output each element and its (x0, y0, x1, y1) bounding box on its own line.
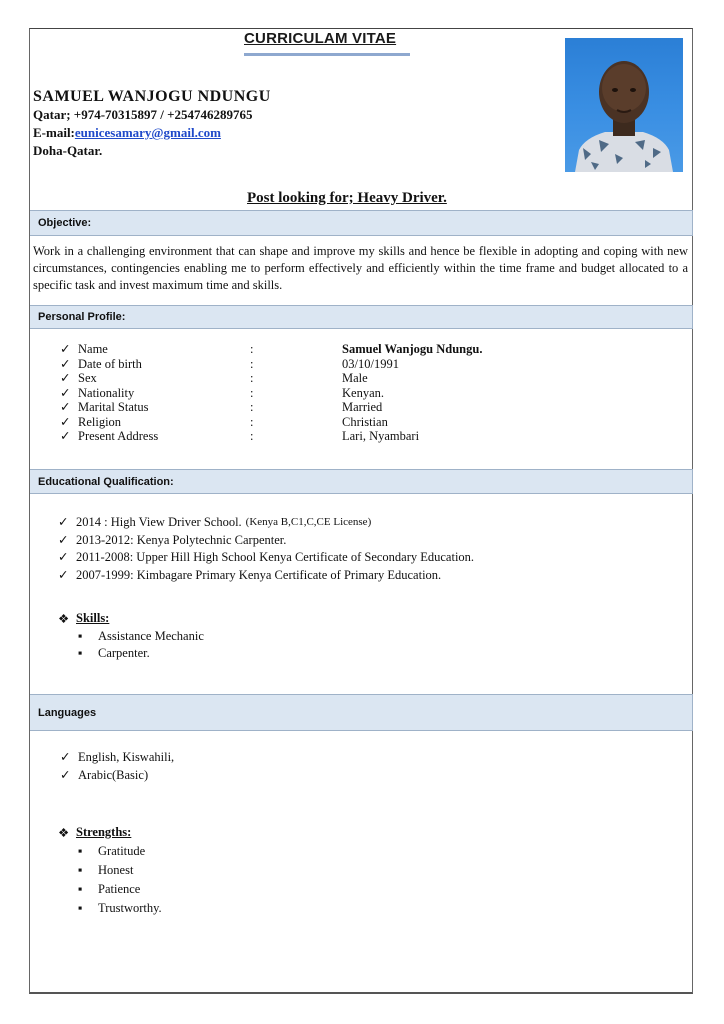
address-line: Doha-Qatar. (33, 143, 103, 158)
profile-colon: : (250, 400, 254, 414)
language-row (60, 748, 174, 766)
profile-colon: : (250, 371, 254, 385)
profile-label: Name (78, 342, 108, 356)
profile-row (60, 357, 482, 372)
profile-label: Nationality (78, 385, 135, 400)
education-text: 2013-2012: Kenya Polytechnic Carpenter. (76, 532, 287, 547)
education-row (58, 532, 474, 550)
bullet-icon: ▪ (78, 882, 83, 896)
profile-photo (565, 38, 683, 172)
email-label: E-mail: (33, 125, 75, 140)
bullet-icon: ▪ (78, 629, 83, 643)
profile-value: Christian (342, 414, 388, 429)
section-languages: Languages (30, 694, 693, 731)
skills-item (78, 645, 204, 662)
strengths-item-text: Patience (98, 882, 141, 896)
diamond-bullet-icon: ❖ (58, 826, 70, 840)
person-photo-icon (565, 38, 683, 172)
profile-colon: : (250, 356, 254, 371)
section-objective: Objective: (30, 210, 693, 236)
skills-item (78, 628, 204, 645)
strengths-heading-text: Strengths: (76, 825, 132, 839)
section-personal-profile: Personal Profile: (30, 305, 693, 329)
strengths-item (78, 899, 162, 918)
profile-value: Kenyan. (342, 385, 384, 400)
profile-label: Marital Status (78, 400, 149, 414)
checkmark-icon: ✓ (58, 550, 69, 564)
profile-row (60, 371, 482, 386)
education-text: 2007-1999: Kimbagare Primary Kenya Certificate of Primary Education. (76, 567, 442, 582)
profile-row (60, 342, 482, 357)
email-link[interactable]: eunicesamary@gmail.com (74, 125, 221, 140)
bullet-icon: ▪ (78, 844, 83, 858)
checkmark-icon: ✓ (58, 515, 69, 529)
checkmark-icon: ✓ (60, 371, 71, 385)
contact-block (33, 88, 271, 160)
profile-list (60, 342, 482, 444)
language-text: Arabic(Basic) (78, 768, 149, 782)
profile-colon: : (250, 342, 254, 356)
candidate-name: SAMUEL WANJOGU NDUNGU (33, 88, 271, 105)
bullet-icon: ▪ (78, 646, 83, 660)
skills-heading (58, 611, 109, 627)
languages-list (60, 748, 174, 784)
checkmark-icon: ✓ (60, 414, 71, 429)
profile-row (60, 386, 482, 401)
education-text: 2014 : High View Driver School. (76, 515, 242, 529)
checkmark-icon: ✓ (60, 768, 71, 782)
education-text: 2011-2008: Upper Hill High School Kenya Certificate of Secondary Education. (76, 550, 475, 564)
profile-row (60, 415, 482, 430)
education-list (58, 514, 474, 584)
checkmark-icon: ✓ (60, 750, 71, 764)
strengths-item (78, 880, 162, 899)
skills-list (78, 628, 204, 662)
phone-line: Qatar; +974-70315897 / +254746289765 (33, 107, 253, 122)
strengths-list (78, 842, 162, 918)
section-education: Educational Qualification: (30, 469, 693, 494)
profile-value: Lari, Nyambari (342, 429, 420, 443)
language-text: English, Kiswahili, (78, 750, 175, 764)
strengths-item-text: Honest (98, 863, 134, 877)
profile-colon: : (250, 414, 254, 429)
checkmark-icon: ✓ (58, 532, 69, 547)
profile-label: Present Address (78, 429, 159, 443)
profile-colon: : (250, 385, 254, 400)
objective-text: Work in a challenging environment that can shape and improve my skills and hence be flexible in adopting and coping with new circumstances, contingencies enabling me to perform effectively and efficiently within the time frame and budget allocated to a specific task and invest maximum time and skills. (33, 244, 688, 292)
profile-value: Samuel Wanjogu Ndungu. (342, 342, 483, 356)
profile-value: Male (342, 371, 368, 385)
language-row (60, 766, 174, 784)
checkmark-icon: ✓ (58, 567, 69, 582)
strengths-item-text: Trustworthy. (98, 901, 162, 915)
profile-label: Religion (78, 414, 122, 429)
strengths-heading (58, 825, 131, 841)
diamond-bullet-icon: ❖ (58, 612, 70, 626)
strengths-item-text: Gratitude (98, 844, 146, 858)
checkmark-icon: ✓ (60, 342, 71, 356)
skills-item-text: Carpenter. (98, 646, 150, 660)
bullet-icon: ▪ (78, 863, 83, 877)
checkmark-icon: ✓ (60, 356, 71, 371)
profile-colon: : (250, 429, 254, 443)
profile-row (60, 429, 482, 444)
checkmark-icon: ✓ (60, 385, 71, 400)
profile-value: 03/10/1991 (342, 356, 399, 371)
education-row (58, 549, 474, 567)
profile-row (60, 400, 482, 415)
checkmark-icon: ✓ (60, 400, 71, 414)
document-title: CURRICULAM VITAE (244, 30, 397, 47)
skills-item-text: Assistance Mechanic (98, 629, 204, 643)
strengths-item (78, 861, 162, 880)
education-row (58, 567, 474, 585)
skills-heading-text: Skills: (76, 611, 110, 625)
education-row (58, 514, 474, 532)
post-looking-for: Post looking for; Heavy Driver. (247, 190, 447, 206)
bullet-icon: ▪ (78, 901, 83, 915)
profile-value: Married (342, 400, 383, 414)
checkmark-icon: ✓ (60, 429, 71, 443)
profile-label: Sex (78, 371, 97, 385)
title-underline-bar (244, 53, 410, 56)
profile-label: Date of birth (78, 356, 142, 371)
email-line (33, 124, 271, 142)
education-note: (Kenya B,C1,C,CE License) (245, 516, 372, 528)
strengths-item (78, 842, 162, 861)
